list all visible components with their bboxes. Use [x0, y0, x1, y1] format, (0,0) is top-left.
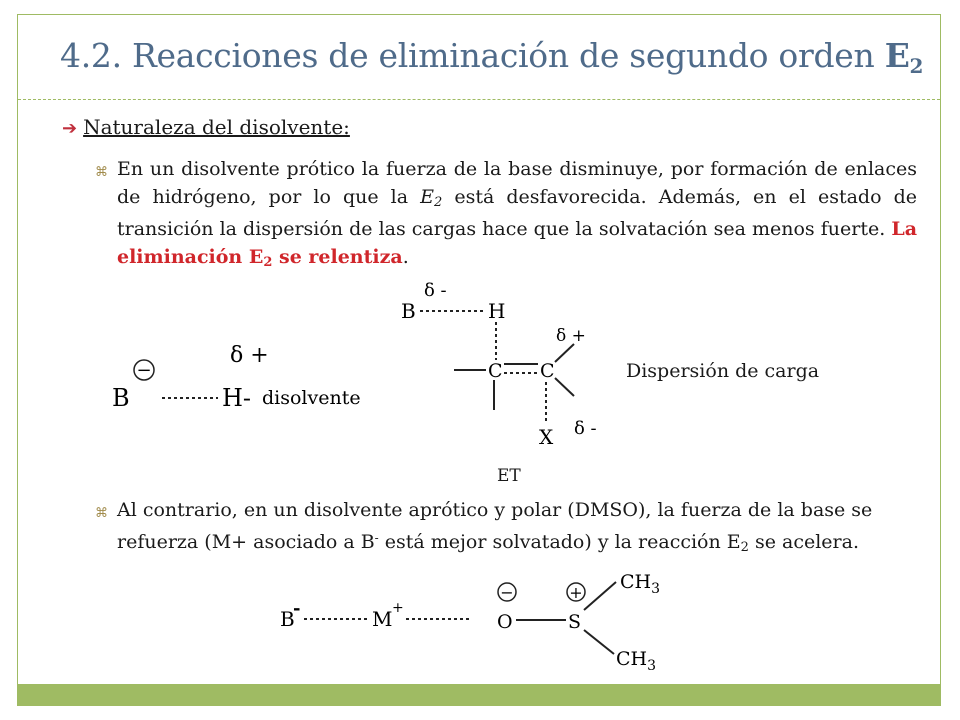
ts-c2-bond-down — [555, 378, 574, 396]
dmso-s-ch3-top-bond — [584, 582, 616, 610]
footer-bar — [18, 684, 940, 705]
dmso-base-charge: - — [293, 598, 301, 619]
ts-delta-minus-top: δ - — [424, 280, 447, 301]
dmso-sulfur-label: S — [568, 611, 582, 633]
sulfur-plus-sign: + — [569, 583, 583, 602]
ts-delta-plus: δ + — [556, 326, 586, 346]
minus-charge-sign: − — [136, 360, 152, 381]
dmso-oxygen-label: O — [497, 611, 513, 633]
dmso-base-label: B — [280, 607, 295, 631]
dmso-metal-charge: + — [392, 600, 404, 616]
solvent-label: disolvente — [262, 387, 361, 409]
dmso-ch3-top-label: $CH_3$ — [620, 571, 661, 597]
ts-carbon1-label: C — [488, 360, 503, 382]
paragraph-protic: En un disolvente prótico la fuerza de la base disminuye, por formación de enlaces de hidrógeno, por lo que la $E_2$ está desfavorecida. Además, en el estado de transición la dispersión de las cargas hace que la solvatación sea menos fuerte. La eliminación $E_2$ se relentiza. — [117, 158, 918, 270]
emphasis-text: La eliminación $E_2$ se relentiza — [117, 218, 917, 270]
bullet-icon: ⌘ — [95, 506, 108, 521]
ts-base-label: B — [401, 299, 416, 323]
oxygen-minus-sign: − — [500, 583, 514, 602]
hydrogen-label: H- — [222, 384, 252, 412]
ts-carbon2-label: C — [540, 360, 555, 382]
base-label: B — [112, 384, 130, 412]
paragraph-aprotic: Al contrario, en un disolvente aprótico y polar (DMSO), la fuerza de la base se refuerza (M+ asociado a B- está mejor solvatado) y la reacción $E_2$ se acelera. — [117, 499, 873, 555]
bullet-icon: ⌘ — [95, 165, 108, 180]
section-heading: ➔ Naturaleza del disolvente: — [62, 115, 350, 139]
arrow-right-icon: ➔ — [62, 118, 78, 139]
delta-plus-label: δ + — [230, 343, 269, 368]
dmso-s-ch3-bottom-bond — [584, 630, 614, 654]
ts-c2-bond-up — [555, 344, 574, 362]
transition-state-label: ET — [497, 466, 521, 486]
slide-title: 4.2. Reacciones de eliminación de segundo orden $E_2$ — [60, 36, 924, 78]
ts-hydrogen-label: H — [488, 299, 506, 323]
ts-delta-minus-bottom: δ - — [574, 418, 597, 439]
dispersion-label: Dispersión de carga — [626, 360, 820, 382]
ts-x-label: X — [539, 425, 554, 449]
dmso-ch3-bottom-label: $CH_3$ — [616, 648, 657, 674]
dmso-metal-label: M — [372, 607, 393, 631]
